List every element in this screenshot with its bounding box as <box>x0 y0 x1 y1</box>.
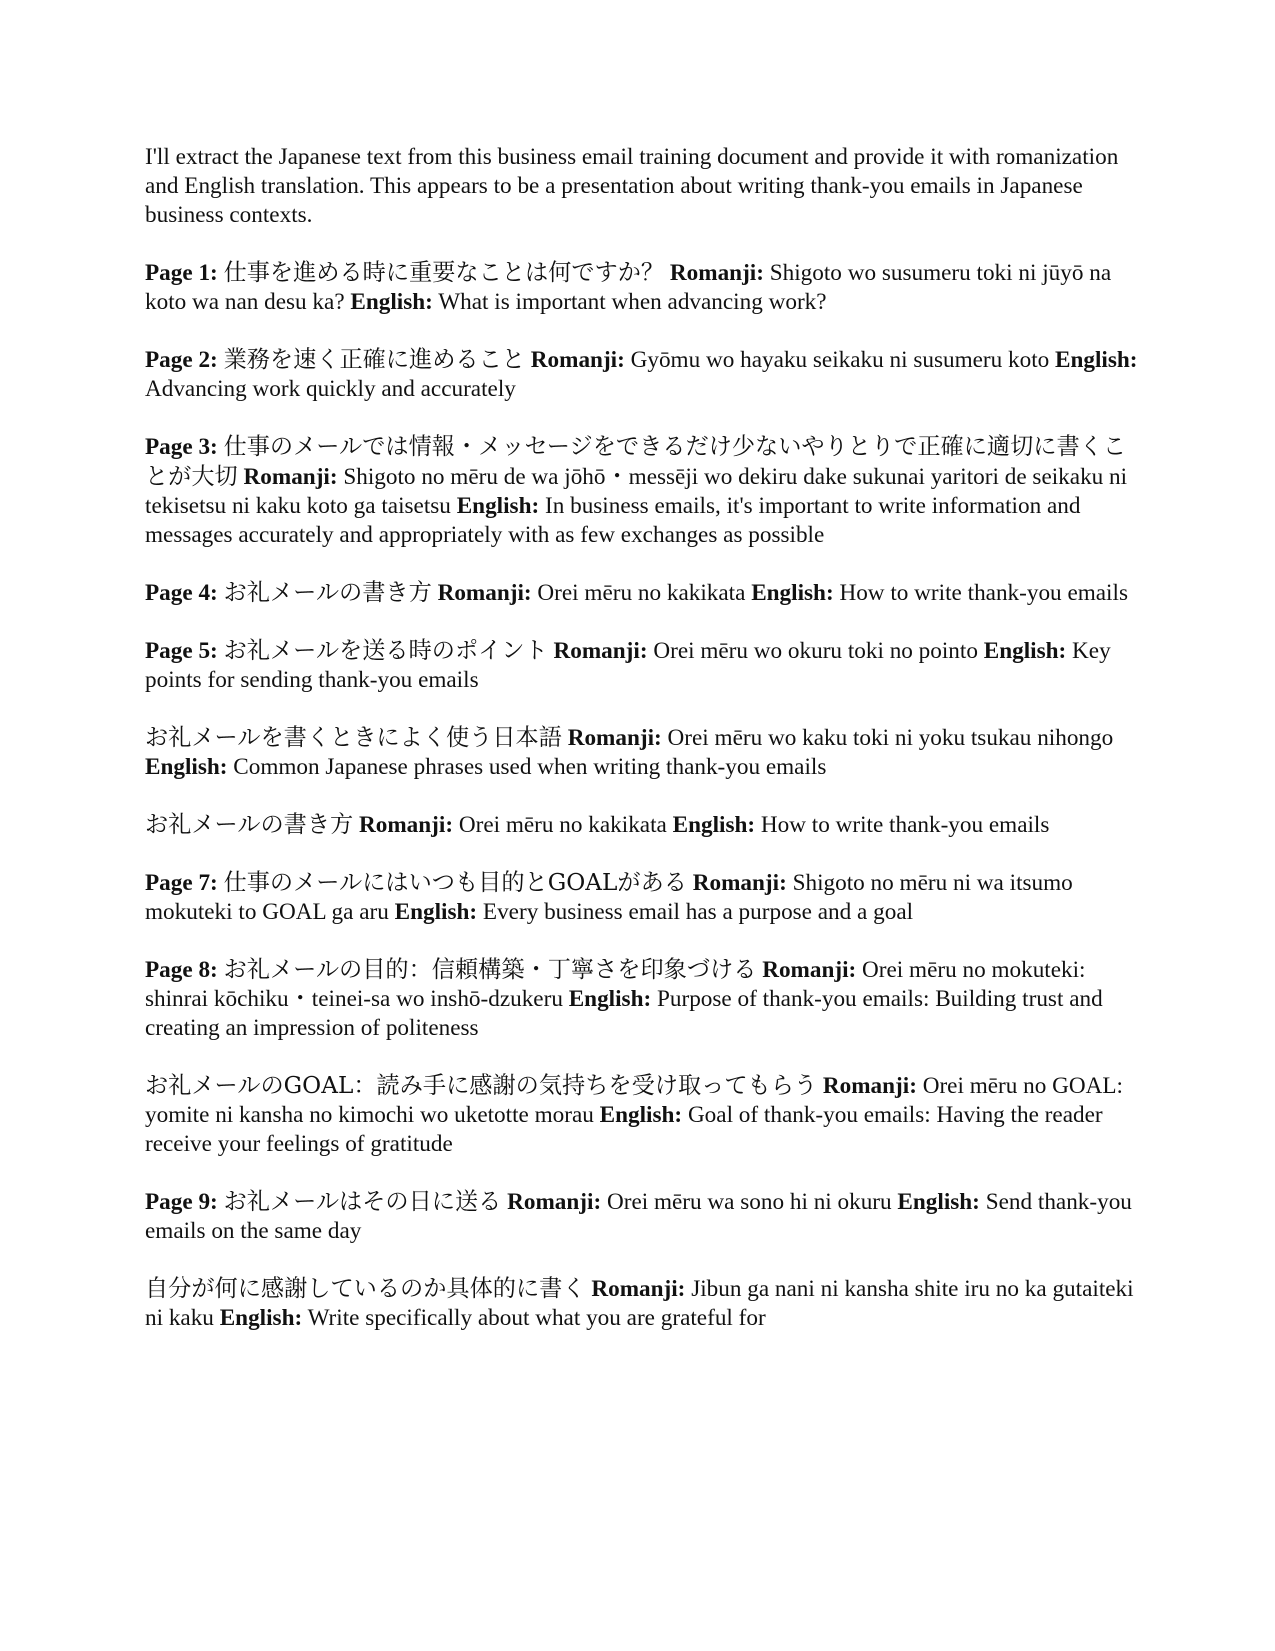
romanji-text: Shigoto no mēru ni wa itsumo mokuteki to GOAL ga aru <box>145 870 1073 925</box>
japanese-text: お礼メールの書き方 <box>145 811 354 838</box>
entry-paragraph <box>145 636 1145 695</box>
japanese-text: お礼メールの目的：信頼構築・丁寧さを印象づける <box>223 956 757 983</box>
document-page <box>145 143 1145 1361</box>
intro-paragraph: I'll extract the Japanese text from this business email training document and provide it with romanization and English translation. This appears to be a presentation about writing thank-you emails in Japanese business contexts. <box>145 144 1119 228</box>
japanese-text: 仕事を進める時に重要なことは何ですか？ <box>223 259 665 286</box>
romanji-text: Jibun ga nani ni kansha shite iru no ka gutaiteki ni kaku <box>145 1276 1134 1331</box>
entry-paragraph <box>145 1071 1145 1159</box>
english-text: Goal of thank-you emails: Having the reader receive your feelings of gratitude <box>145 1102 1103 1157</box>
english-text: How to write thank-you emails <box>839 580 1128 606</box>
japanese-text: お礼メールはその日に送る <box>223 1188 502 1215</box>
romanji-label: Romanji: <box>359 812 454 838</box>
english-text: Purpose of thank-you emails: Building trust and creating an impression of politeness <box>145 986 1103 1041</box>
japanese-text: 業務を速く正確に進めること <box>223 346 525 373</box>
japanese-text: お礼メールを送る時のポイント <box>223 637 548 664</box>
page-label: Page 1: <box>145 260 218 286</box>
romanji-label: Romanji: <box>243 464 338 490</box>
page-label: Page 4: <box>145 580 218 606</box>
romanji-text: Orei mēru no kakikata <box>537 580 746 606</box>
english-text: What is important when advancing work? <box>438 289 827 315</box>
romanji-label: Romanji: <box>567 725 662 751</box>
page-label: Page 3: <box>145 434 218 460</box>
english-text: How to write thank-you emails <box>760 812 1050 838</box>
english-label: English: <box>672 812 756 838</box>
japanese-text: お礼メールを書くときによく使う日本語 <box>145 724 562 751</box>
english-text: Advancing work quickly and accurately <box>145 376 516 402</box>
romanji-text: Orei mēru wo okuru toki no pointo <box>653 638 978 664</box>
romanji-text: Orei mēru no GOAL: yomite ni kansha no kimochi wo uketotte morau <box>145 1073 1123 1128</box>
romanji-label: Romanji: <box>669 260 764 286</box>
romanji-label: Romanji: <box>591 1276 686 1302</box>
romanji-text: Orei mēru wa sono hi ni okuru <box>606 1189 892 1215</box>
romanji-label: Romanji: <box>692 870 787 896</box>
english-text: Send thank-you emails on the same day <box>145 1189 1132 1244</box>
japanese-text: 仕事のメールでは情報・メッセージをできるだけ少ないやりとりで正確に適切に書くことが大切 <box>145 433 1127 490</box>
english-label: English: <box>599 1102 683 1128</box>
english-text: Key points for sending thank-you emails <box>145 638 1111 693</box>
romanji-label: Romanji: <box>822 1073 917 1099</box>
romanji-text: Orei mēru no kakikata <box>458 812 667 838</box>
romanji-label: Romanji: <box>553 638 648 664</box>
romanji-text: Shigoto no mēru de wa jōhō・messēji wo dekiru dake sukunai yaritori de seikaku ni tekisetsu ni kaku koto ga taisetsu <box>145 464 1128 519</box>
english-text: In business emails, it's important to write information and messages accurately and appropriately with as few exchanges as possible <box>145 493 1081 548</box>
entry-paragraph <box>145 432 1145 550</box>
english-label: English: <box>350 289 433 315</box>
english-text: Common Japanese phrases used when writing thank-you emails <box>233 754 827 780</box>
japanese-text: お礼メールの書き方 <box>223 579 432 606</box>
english-text: Every business email has a purpose and a goal <box>482 899 914 925</box>
entry-paragraph <box>145 723 1145 782</box>
romanji-label: Romanji: <box>507 1189 602 1215</box>
page-label: Page 7: <box>145 870 218 896</box>
english-label: English: <box>897 1189 980 1215</box>
entry-paragraph <box>145 578 1145 608</box>
entry-list <box>145 258 1145 1333</box>
english-label: English: <box>145 754 228 780</box>
romanji-text: Gyōmu wo hayaku seikaku ni susumeru koto <box>630 347 1050 373</box>
japanese-text: 自分が何に感謝しているのか具体的に書く <box>145 1275 586 1302</box>
japanese-text: 仕事のメールにはいつも目的とGOALがある <box>223 869 687 896</box>
romanji-text: Orei mēru no mokuteki: shinrai kōchiku・teinei-sa wo inshō-dzukeru <box>145 957 1086 1012</box>
page-label: Page 2: <box>145 347 218 373</box>
english-label: English: <box>568 986 652 1012</box>
romanji-text: Shigoto wo susumeru toki ni jūyō na koto wa nan desu ka? <box>145 260 1112 315</box>
romanji-label: Romanji: <box>530 347 625 373</box>
page-label: Page 5: <box>145 638 218 664</box>
entry-paragraph <box>145 258 1145 317</box>
romanji-text: Orei mēru wo kaku toki ni yoku tsukau nihongo <box>667 725 1114 751</box>
entry-paragraph <box>145 345 1145 404</box>
page-label: Page 9: <box>145 1189 218 1215</box>
romanji-label: Romanji: <box>437 580 532 606</box>
english-label: English: <box>456 493 540 519</box>
entry-paragraph <box>145 868 1145 927</box>
romanji-label: Romanji: <box>762 957 857 983</box>
entry-paragraph <box>145 810 1145 840</box>
entry-paragraph <box>145 955 1145 1043</box>
english-label: English: <box>751 580 834 606</box>
english-label: English: <box>1055 347 1138 373</box>
japanese-text: お礼メールのGOAL：読み手に感謝の気持ちを受け取ってもらう <box>145 1072 818 1099</box>
page-label: Page 8: <box>145 957 218 983</box>
entry-paragraph <box>145 1187 1145 1246</box>
english-label: English: <box>394 899 478 925</box>
entry-paragraph <box>145 1274 1145 1333</box>
english-label: English: <box>983 638 1067 664</box>
english-label: English: <box>219 1305 303 1331</box>
english-text: Write specifically about what you are grateful for <box>307 1305 766 1331</box>
